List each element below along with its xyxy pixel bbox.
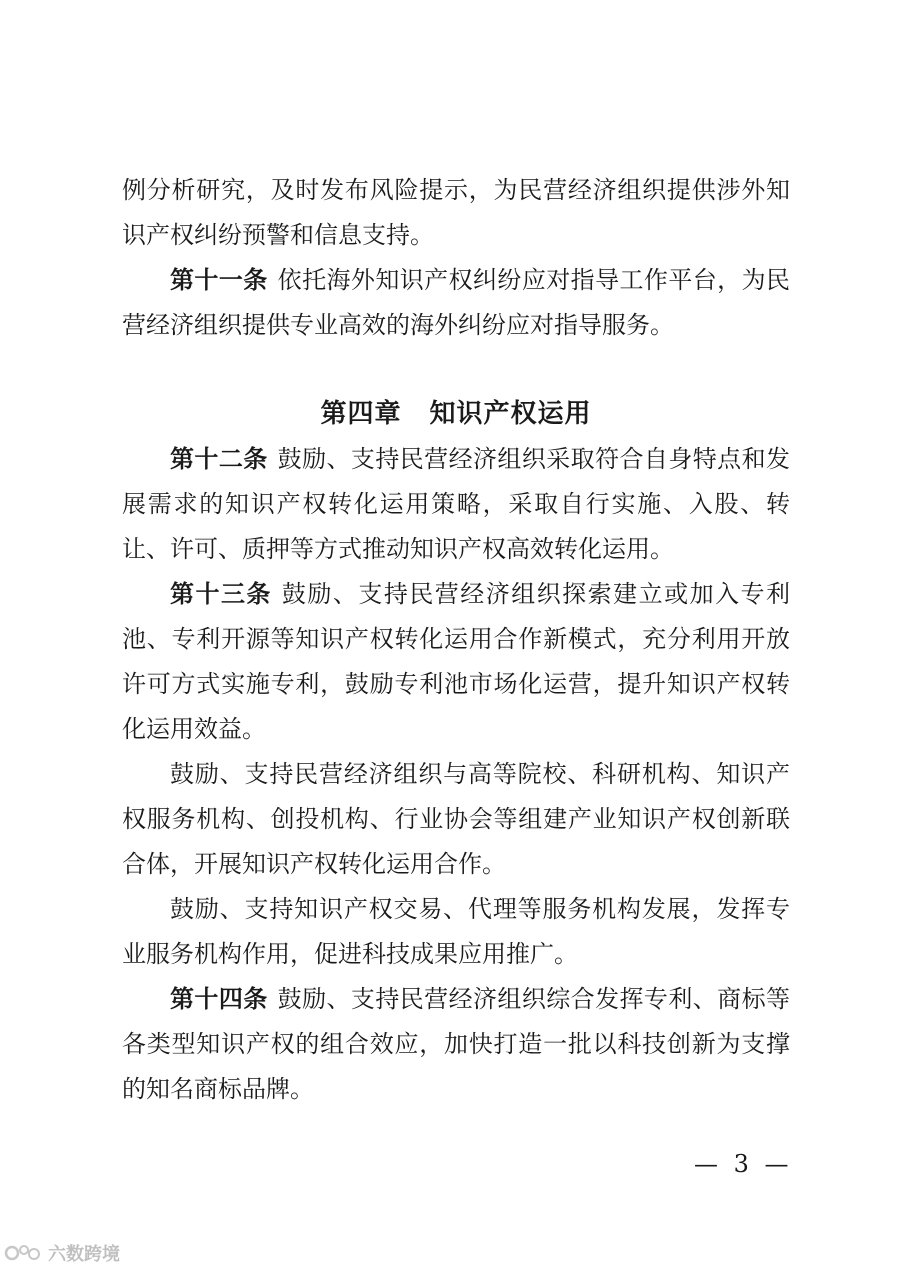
article-13-paragraph-3 bbox=[122, 887, 790, 977]
chapter-title: 知识产权运用 bbox=[429, 399, 592, 429]
watermark bbox=[4, 1238, 120, 1268]
article-label: 第十二条 bbox=[170, 445, 268, 473]
article-text: 依托海外知识产权纠纷应对指导工作平台，为民营经济组织提供专业高效的海外纠纷应对指导服务。 bbox=[122, 266, 791, 339]
watermark-text: 六数跨境 bbox=[48, 1244, 120, 1265]
chapter-heading bbox=[122, 392, 790, 437]
paragraph-continuation bbox=[122, 168, 790, 258]
article-text: 鼓励、支持民营经济组织探索建立或加入专利池、专利开源等知识产权转化运用合作新模式，充分利用开放许可方式实施专利，鼓励专利池市场化运营，提升知识产权转化运用效益。 bbox=[122, 580, 791, 743]
sixdata-logo-icon bbox=[4, 1241, 44, 1265]
paragraph-text: 鼓励、支持知识产权交易、代理等服务机构发展，发挥专业服务机构作用，促进科技成果应用推广。 bbox=[122, 895, 790, 968]
paragraph-text: 鼓励、支持民营经济组织与高等院校、科研机构、知识产权服务机构、创投机构、行业协会等组建产业知识产权创新联合体，开展知识产权转化运用合作。 bbox=[122, 760, 790, 878]
article-11 bbox=[122, 258, 790, 348]
article-label: 第十一条 bbox=[170, 266, 268, 294]
article-label: 第十四条 bbox=[170, 985, 268, 1013]
paragraph-text: 例分析研究，及时发布风险提示，为民营经济组织提供涉外知识产权纠纷预警和信息支持。 bbox=[122, 176, 790, 249]
article-14 bbox=[122, 977, 790, 1112]
article-13-paragraph-2 bbox=[122, 752, 790, 887]
document-body bbox=[122, 168, 790, 1112]
article-13 bbox=[122, 572, 790, 752]
page-number: — 3 — bbox=[694, 1150, 793, 1178]
article-text: 鼓励、支持民营经济组织采取符合自身特点和发展需求的知识产权转化运用策略，采取自行实施、入股、转让、许可、质押等方式推动知识产权高效转化运用。 bbox=[122, 445, 791, 563]
article-label: 第十三条 bbox=[170, 580, 272, 608]
article-12 bbox=[122, 437, 790, 572]
article-text: 鼓励、支持民营经济组织综合发挥专利、商标等各类型知识产权的组合效应，加快打造一批以科技创新为支撑的知名商标品牌。 bbox=[122, 985, 791, 1103]
chapter-number: 第四章 bbox=[320, 399, 402, 429]
